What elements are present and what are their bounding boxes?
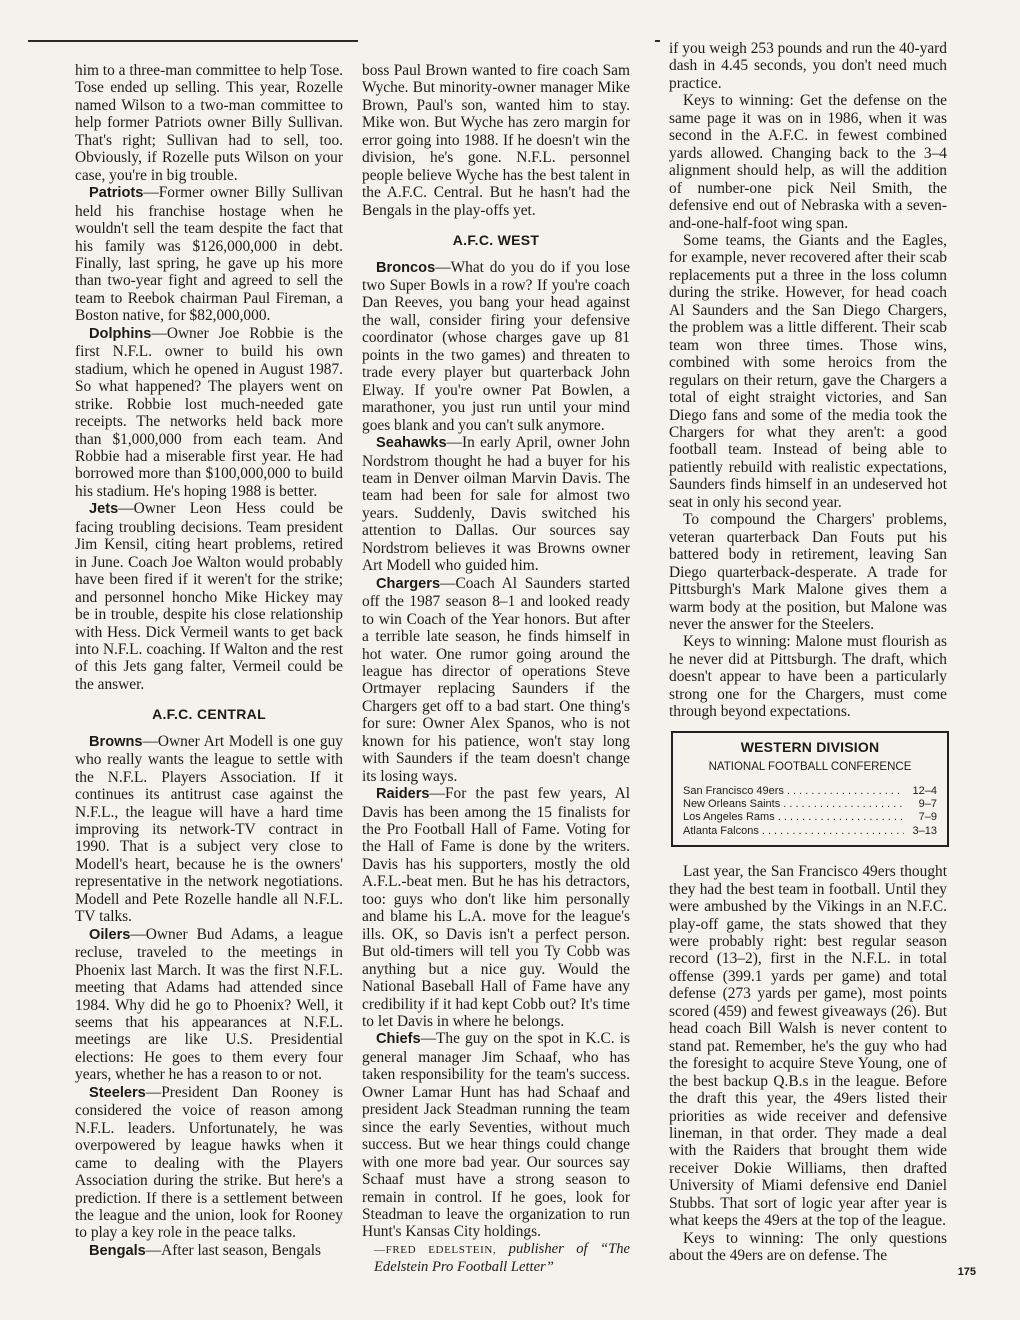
leader-dots bbox=[787, 785, 904, 798]
page-number: 175 bbox=[957, 1266, 976, 1278]
team-lead-dolphins: Dolphins bbox=[89, 325, 152, 342]
paragraph-dolphins bbox=[75, 325, 343, 501]
team-lead-bengals: Bengals bbox=[89, 1242, 146, 1259]
paragraph-text: —For the past few years, Al Davis has been among the 15 finalists for the Pro Football Hall of Fame. Voting for the Hall of Fame is done by the writers. Davis has his supporters, mostly the old A.F.L.-beat men. But he has his detractors, too: guys who don't like him personally and blame his L.A. move for the league's ills. OK, so Davis isn't a perfect person. But old-timers will tell you Ty Cobb was anything but a nice guy. Would the National Baseball Hall of Fame have any credibility if it had kept Cobb out? It's time to let Davis in where he belongs. bbox=[362, 785, 630, 1031]
paragraph-text: —The guy on the spot in K.C. is general manager Jim Schaaf, who has taken responsibility for the team's success. Owner Lamar Hunt has had Schaaf and president Jack Steadman running the team since the early Seventies, without much success. But we hear things could change with one more bad year. Our sources say Schaaf must have a strong season to remain in control. If he goes, look for Steadman to leave the organization to run Hunt's Kansas City holdings. bbox=[362, 1030, 630, 1241]
standings-box bbox=[671, 731, 949, 848]
standings-subtitle: NATIONAL FOOTBALL CONFERENCE bbox=[708, 761, 912, 774]
team-record: 3–13 bbox=[912, 824, 937, 837]
paragraph-broncos bbox=[362, 259, 630, 435]
paragraph-text: —Owner Art Modell is one guy who really wants the league to settle with the N.F.L. Players Association. If it continues its antitrust case against the N.F.L., the league will have a hard time improving its network-TV contract in 1990. That is a subject very close to Modell's heart, because he is the owners' representative in the network negotiations. Modell and Pete Rozelle handle all N.F.L. TV talks. bbox=[75, 732, 343, 926]
paragraph: boss Paul Brown wanted to fire coach Sam Wyche. But minority-owner manager Mike Brown, Paul's son, wanted him to stay. Mike won. But Wyche has zero margin for error going into 1988. If he doesn't win the division, he's gone. N.F.L. personnel people believe Wyche has the best talent in the A.F.C. Central. But he hasn't had the Bengals in the play-offs yet. bbox=[362, 62, 630, 219]
leader-dots bbox=[778, 811, 904, 824]
author-credit bbox=[362, 1241, 630, 1276]
paragraph-text: —Owner Leon Hess could be facing troubling decisions. Team president Jim Kensil, citing heart problems, retired in June. Coach Joe Walton would probably have been fired if it weren't for the strike; and personnel honcho Mike Hickey may be in trouble, despite his close relationship with Hess. Dick Vermeil wants to get back into N.F.L. coaching. If Walton and the rest of this Jets gang falter, Vermeil could be the answer. bbox=[75, 500, 343, 693]
author-title: publisher of “The Edelstein Pro Football Letter” bbox=[374, 1240, 630, 1275]
paragraph-steelers bbox=[75, 1084, 343, 1242]
standings-title: WESTERN DIVISION bbox=[740, 738, 880, 755]
leader-dots bbox=[762, 825, 904, 838]
author-name: —FRED EDELSTEIN, bbox=[374, 1243, 497, 1256]
team-name: New Orleans Saints bbox=[683, 797, 781, 810]
paragraph: Keys to winning: The only questions about the 49ers are on defense. The bbox=[669, 1229, 947, 1265]
paragraph: To compound the Chargers' problems, veteran quarterback Dan Fouts put his battered body in retirement, leaving San Diego quarterback-desperate. A trade for Pittsburgh's Mark Malone gives them a warm body at the position, but Malone was never the answer for the Steelers. bbox=[669, 511, 947, 633]
team-name: San Francisco 49ers bbox=[683, 784, 784, 797]
team-lead-oilers: Oilers bbox=[89, 926, 131, 943]
standings-row bbox=[683, 785, 937, 798]
team-record: 7–9 bbox=[918, 811, 937, 824]
paragraph-seahawks bbox=[362, 434, 630, 575]
paragraph-raiders bbox=[362, 785, 630, 1030]
paragraph-chiefs bbox=[362, 1030, 630, 1240]
team-name: Atlanta Falcons bbox=[683, 824, 759, 837]
team-lead-seahawks: Seahawks bbox=[376, 435, 447, 452]
leader-dots bbox=[783, 798, 904, 811]
top-rule bbox=[28, 40, 358, 42]
paragraph-text: —Former owner Billy Sullivan held his franchise hostage when he wouldn't sell the team despite the fact that his family was $126,000,000 in debt. Finally, last spring, he gave up his more than two-year fight and agreed to sell the team to Reebok chairman Paul Fireman, a Boston native, for $82,000,000. bbox=[75, 184, 343, 325]
paragraph: him to a three-man committee to help Tose. Tose ended up selling. This year, Rozelle named Wilson to a two-man committee to help former Patriots owner Billy Sullivan. That's right; Sullivan had to sell, too. Obviously, if Rozelle puts Wilson on your case, you're in big trouble. bbox=[75, 62, 343, 184]
section-heading-afc-central: A.F.C. CENTRAL bbox=[152, 706, 266, 723]
column-2 bbox=[362, 62, 630, 1276]
paragraph-patriots bbox=[75, 184, 343, 325]
team-lead-raiders: Raiders bbox=[376, 786, 430, 803]
paragraph: Last year, the San Francisco 49ers thought they had the best team in football. Until they were ambushed by the Vikings in an N.F.C. play-off game, the stats showed that they were probably right: best regular season record (13–2), first in the N.F.L. in total offense (399.1 yards per game) and total defense (273 yards per game), most points scored (459) and fewest giveaways (26). But head coach Bill Walsh is never content to stand pat. Remember, he's the guy who had the foresight to acquire Steve Young, one of the best backup Q.B.s in the league. Before the draft this year, the 49ers listed their priorities as wide receiver and defensive lineman, in that order. They made a deal with the Raiders that brought them wide receiver Dokie Williams, then drafted University of Miami defensive end Daniel Stubbs. That sort of logic year after year is what keeps the 49ers at the top of the league. bbox=[669, 863, 947, 1230]
team-lead-jets: Jets bbox=[89, 501, 119, 518]
paragraph: Some teams, the Giants and the Eagles, for example, never recovered after their scab replacements put a three in the loss column during the strike. However, for head coach Al Saunders and the San Diego Chargers, the problem was a little different. Their scab team won three times. Those wins, combined with some heroics from the regulars on their return, gave the Chargers a total of eight straight victories, and San Diego fans and some of the media took the Chargers for what they aren't: a good football team. Instead of being able to patiently rebuild with realistic expectations, Saunders finds himself in an undeserved hot seat in only his second year. bbox=[669, 231, 947, 511]
paragraph-oilers bbox=[75, 926, 343, 1084]
team-name: Los Angeles Rams bbox=[683, 811, 775, 824]
team-lead-chargers: Chargers bbox=[376, 575, 441, 592]
paragraph-text: —After last season, Bengals bbox=[145, 1241, 322, 1259]
paragraph-chargers bbox=[362, 575, 630, 785]
paragraph: Keys to winning: Malone must flourish as he never did at Pittsburgh. The draft, which doesn't appear to have been a particularly strong one for the Chargers, must come through beyond expectations. bbox=[669, 633, 947, 721]
team-lead-broncos: Broncos bbox=[376, 259, 436, 276]
team-record: 9–7 bbox=[918, 797, 937, 810]
team-record: 12–4 bbox=[912, 784, 937, 797]
paragraph-browns bbox=[75, 733, 343, 926]
section-heading-afc-west: A.F.C. WEST bbox=[452, 232, 540, 249]
paragraph-text: —In early April, owner John Nordstrom thought he had a buyer for his team in Denver oilman Marvin Davis. The team had been for sale for almost two years. Suddenly, Davis switched his attention to Dallas. Our sources say Nordstrom believes it was Browns owner Art Modell who guided him. bbox=[362, 434, 630, 575]
paragraph: Keys to winning: Get the defense on the same page it was on in 1986, when it was second in the A.F.C. in fewest combined yards allowed. Changing back to the 3–4 alignment should help, as will the addition of number-one pick Neil Smith, the defensive end out of Nebraska with a seven-and-one-half-foot wing span. bbox=[669, 92, 947, 232]
column-1 bbox=[75, 62, 343, 1260]
column-3 bbox=[669, 40, 947, 1265]
top-rule-right bbox=[655, 40, 660, 42]
team-lead-browns: Browns bbox=[89, 733, 143, 750]
standings-row bbox=[683, 811, 937, 824]
paragraph-jets bbox=[75, 500, 343, 693]
standings-row bbox=[683, 798, 937, 811]
team-lead-chiefs: Chiefs bbox=[376, 1031, 421, 1048]
team-lead-steelers: Steelers bbox=[89, 1084, 146, 1101]
team-lead-patriots: Patriots bbox=[89, 185, 144, 202]
paragraph-text: —Coach Al Saunders started off the 1987 season 8–1 and looked ready to win Coach of the Year honors. But after a terrible late season, he finds himself in hot water. One rumor going around the league has director of operations Steve Ortmayer replacing Saunders if the Chargers get off to a bad start. One thing's for sure: Owner Alex Spanos, who is not known for his patience, won't stay long with Saunders if the team doesn't change its losing ways. bbox=[362, 574, 630, 785]
paragraph-text: —Owner Bud Adams, a league recluse, traveled to the meetings in Phoenix last March. It was the first N.F.L. meeting that Adams had attended since 1984. Why did he go to Phoenix? Well, it seems that his appearances at N.F.L. meetings are like U.S. Presidential elections: He goes to them every four years, whether he has a reason to or not. bbox=[75, 925, 343, 1084]
paragraph-bengals bbox=[75, 1242, 343, 1260]
paragraph: if you weigh 253 pounds and run the 40-yard dash in 4.45 seconds, you don't need much practice. bbox=[669, 40, 947, 92]
paragraph-text: —President Dan Rooney is considered the voice of reason among N.F.L. leaders. Unfortunately, he was overpowered by league hawks when it came to dealing with the Players Association during the strike. But here's a prediction. If there is a settlement between the league and the union, look for Rooney to play a key role in the peace talks. bbox=[75, 1083, 343, 1242]
paragraph-text: —What do you do if you lose two Super Bowls in a row? If you're coach Dan Reeves, you bang your head against the wall, consider firing your defensive coordinator (whose charges gave up 81 points in the two games) and threaten to trade every player but quarterback John Elway. If you're owner Pat Bowlen, a marathoner, you just run until your mind goes blank and you can't sulk anymore. bbox=[362, 258, 630, 434]
standings-row bbox=[683, 825, 937, 838]
paragraph-text: —Owner Joe Robbie is the first N.F.L. owner to build his own stadium, which he opened in August 1987. So what happened? The players went on strike. Robbie lost much-needed gate receipts. The networks held back more than $1,000,000 from each team. And Robbie had a miserable first year. He had borrowed more than $100,000,000 to build his stadium. He's hoping 1988 is better. bbox=[75, 324, 343, 500]
